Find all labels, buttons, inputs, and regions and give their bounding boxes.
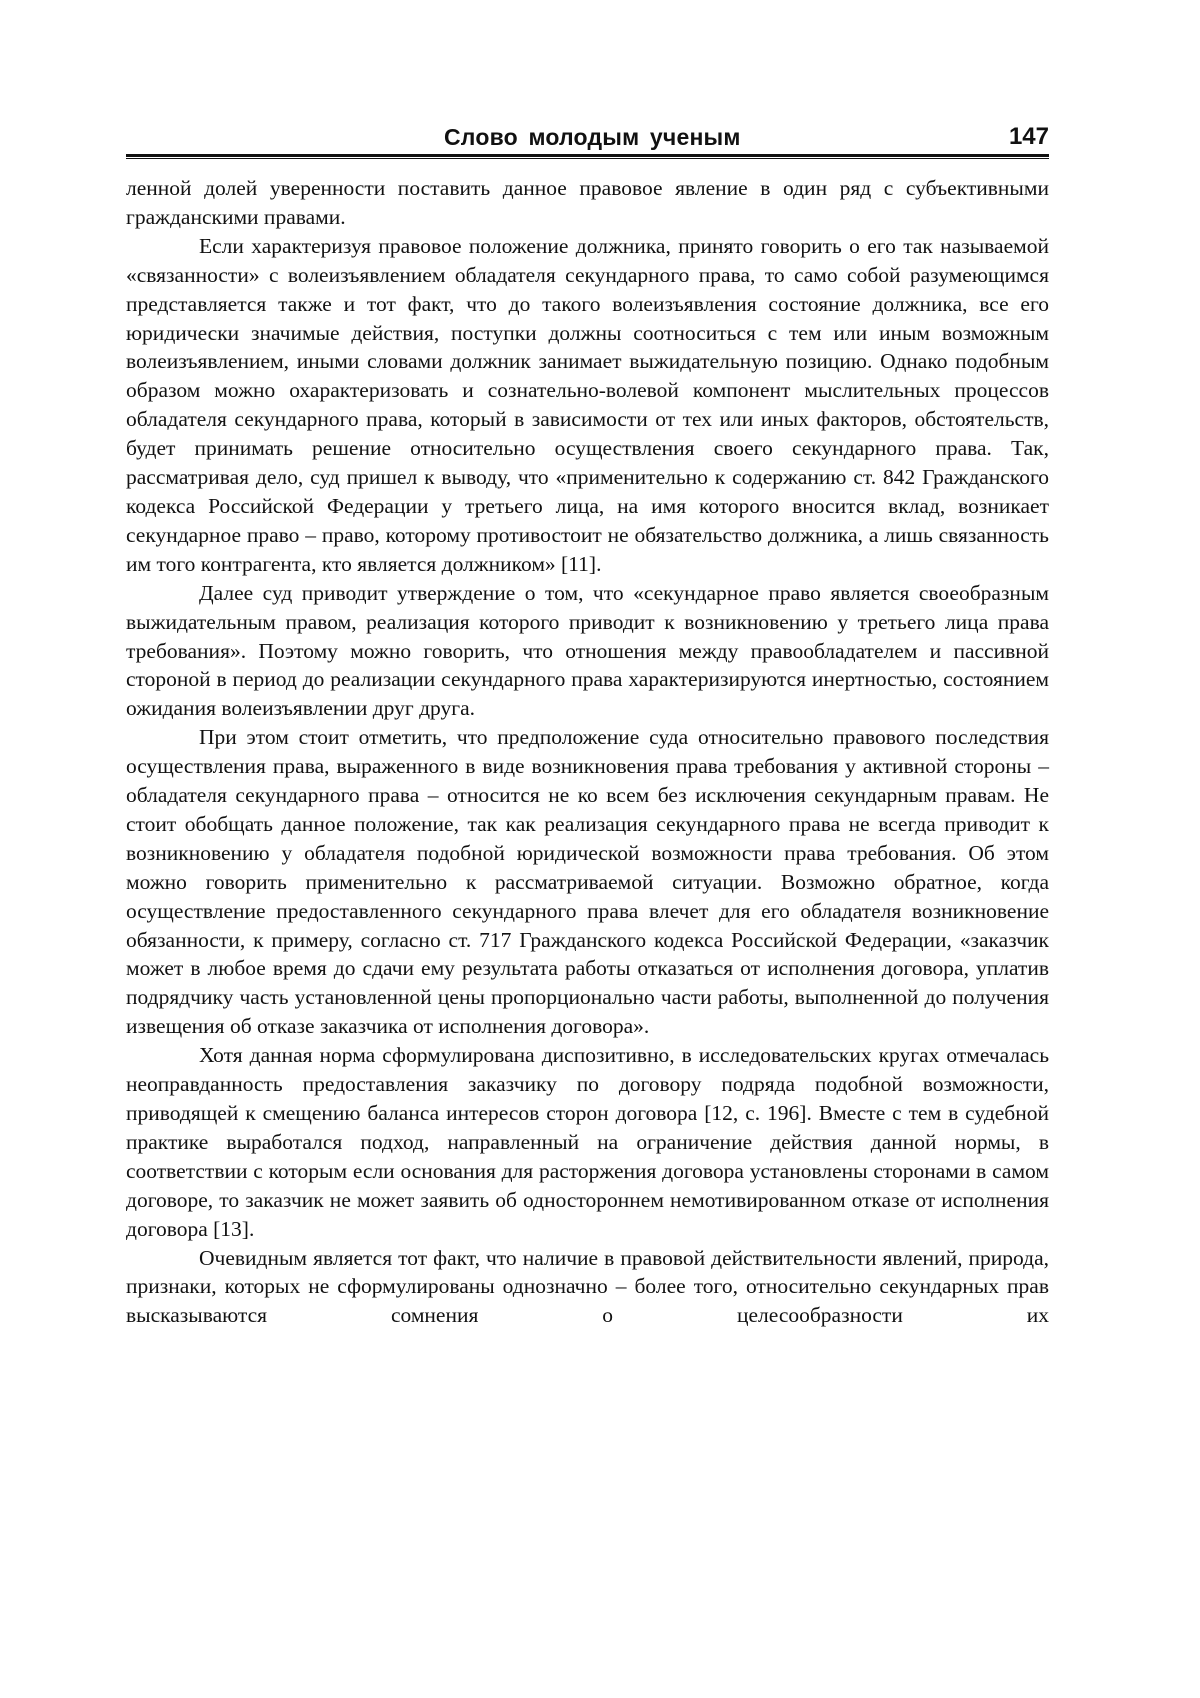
header-rule bbox=[126, 154, 1049, 159]
paragraph: Далее суд приводит утверждение о том, что «секундарное право является своеобразным выжидательным правом, реализация которого приводит к возникновению у третьего лица права требования». Поэтому можно говорить, что отношения между правообладателем и пассивной стороной в период до реализации секундарного права характеризируются инертностью, состоянием ожидания волеизъявлении друг друга. bbox=[126, 580, 1049, 721]
paragraph: При этом стоит отметить, что предположение суда относительно правового последствия осуществления права, выраженного в виде возникновения права требования у активной стороны – обладателя секундарного права – относится не ко всем без исключения секундарным правам. Не стоит обобщать данное положение, так как реализация секундарного права не всегда приводит к возникновению у обладателя подобной юридической возможности права требования. Об этом можно говорить применительно к рассматриваемой ситуации. Возможно обратное, когда осуществление предоставленного секундарного права влечет для его обладателя возникновение обязанности, к примеру, согласно ст. 717 Гражданского кодекса Российской Федерации, «заказчик может в любое время до сдачи ему результата работы отказаться от исполнения договора, уплатив подрядчику часть установленной цены пропорционально части работы, выполненной до получения извещения об отказе заказчика от исполнения договора». bbox=[126, 725, 1049, 1039]
paragraph: Если характеризуя правовое положение должника, принято говорить о его так называемой «связанности» с волеизъявлением обладателя секундарного права, то само собой разумеющимся представляется также и тот факт, что до такого волеизъявления состояние должника, все его юридически значимые действия, поступки должны соотноситься с тем или иным возможным волеизъявлением, иными словами должник занимает выжидательную позицию. Однако подобным образом можно охарактеризовать и сознательно-волевой компонент мыслительных процессов обладателя секундарного права, который в зависимости от тех или иных факторов, обстоятельств, будет принимать решение относительно осуществления своего секундарного права. Так, рассматривая дело, суд пришел к выводу, что «применительно к содержанию ст. 842 Гражданского кодекса Российской Федерации у третьего лица, на имя которого вносится вклад, возникает секундарное право – право, которому противостоит не обязательство должника, а лишь связанность им того контрагента, кто является должником» [11]. bbox=[126, 233, 1049, 576]
paragraph: Хотя данная норма сформулирована диспозитивно, в исследовательских кругах отмечалась неоправданность предоставления заказчику по договору подряда подобной возможности, приводящей к смещению баланса интересов сторон договора [12, с. 196]. Вместе с тем в судебной практике выработался подход, направленный на ограничение действия данной нормы, в соответствии с которым если основания для расторжения договора установлены сторонами в самом договоре, то заказчик не может заявить об одностороннем немотивированном отказе от исполнения договора [13]. bbox=[126, 1043, 1049, 1241]
running-title: Слово молодым ученым bbox=[444, 124, 741, 150]
paragraph-continued: ленной долей уверенности поставить данное правовое явление в один ряд с субъективными гражданскими правами. bbox=[126, 176, 1049, 229]
running-header bbox=[126, 122, 1049, 152]
page-number: 147 bbox=[1008, 123, 1049, 150]
paragraph-continues: Очевидным является тот факт, что наличие в правовой действительности явлений, природа, признаки, которых не сформулированы однозначно – более того, относительно секундарных прав высказываются сомнения о целесообразности их bbox=[126, 1245, 1049, 1328]
article-body bbox=[126, 174, 1049, 1330]
